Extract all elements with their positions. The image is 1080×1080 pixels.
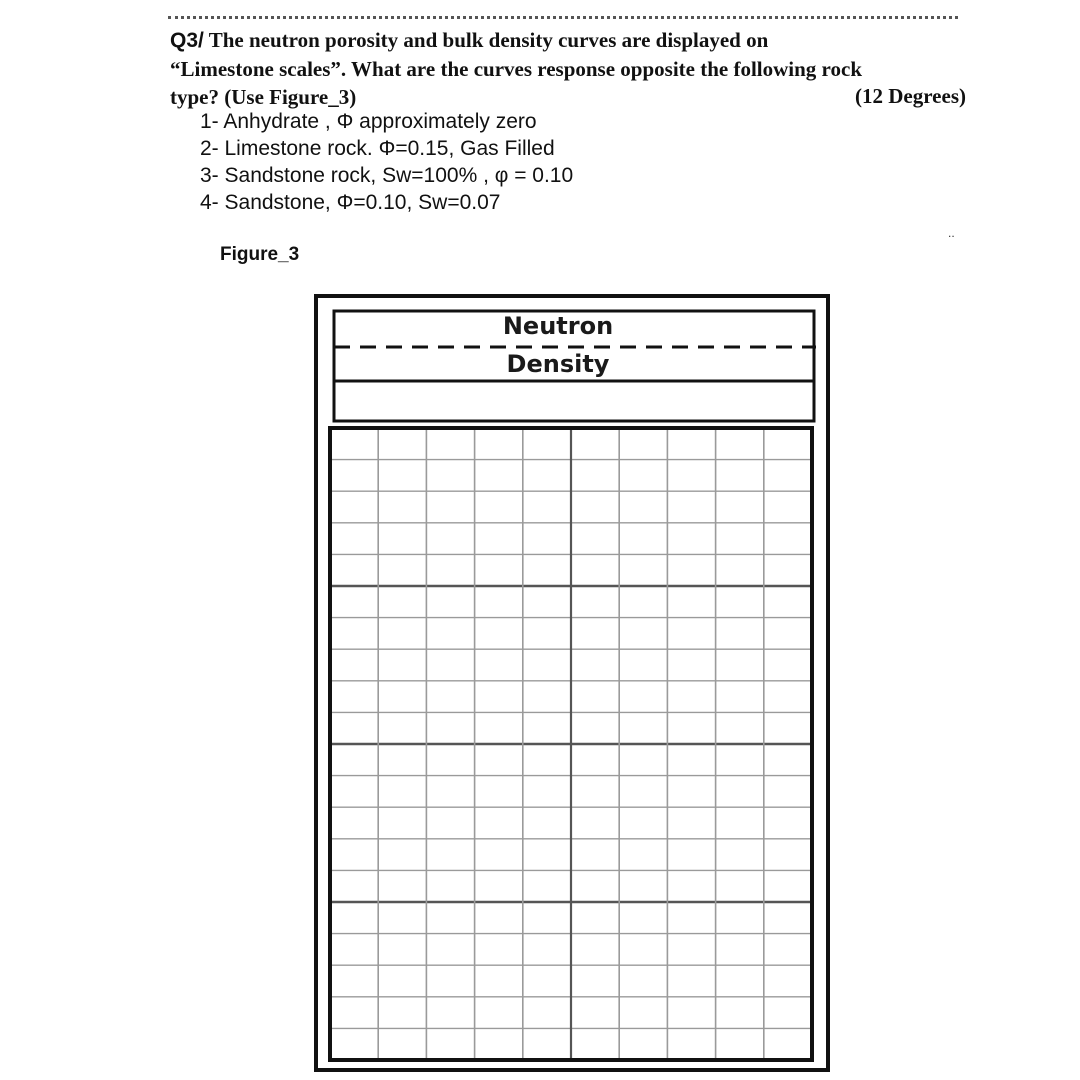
figure-caption: Figure_3 [220, 244, 300, 265]
dotted-separator [168, 16, 958, 19]
neutron-label: Neutron [502, 312, 614, 340]
question-marks: (12 Degrees) [855, 84, 966, 108]
figure-outer-frame [316, 296, 828, 1070]
grid-frame [330, 428, 812, 1060]
question-block [170, 26, 970, 111]
question-line-2: “Limestone scales”. What are the curves response opposite the following rock [170, 57, 862, 81]
question-label: Q3/ [170, 29, 204, 52]
question-text-1: The neutron porosity and bulk density curves are displayed on [208, 28, 769, 52]
stray-mark: .. [948, 226, 955, 240]
question-line-1 [170, 26, 970, 55]
list-item: 1- Anhydrate , Φ approximately zero [200, 110, 537, 133]
density-label: Density [506, 350, 610, 378]
log-grid [330, 428, 812, 1060]
list-item: 3- Sandstone rock, Sw=100% , φ = 0.10 [200, 164, 574, 187]
list-item: 4- Sandstone, Φ=0.10, Sw=0.07 [200, 191, 501, 214]
rock-type-list [200, 108, 573, 216]
list-item: 2- Limestone rock. Φ=0.15, Gas Filled [200, 137, 555, 160]
scale-box [334, 381, 814, 421]
question-line-3: type? (Use Figure_3) [170, 85, 357, 109]
